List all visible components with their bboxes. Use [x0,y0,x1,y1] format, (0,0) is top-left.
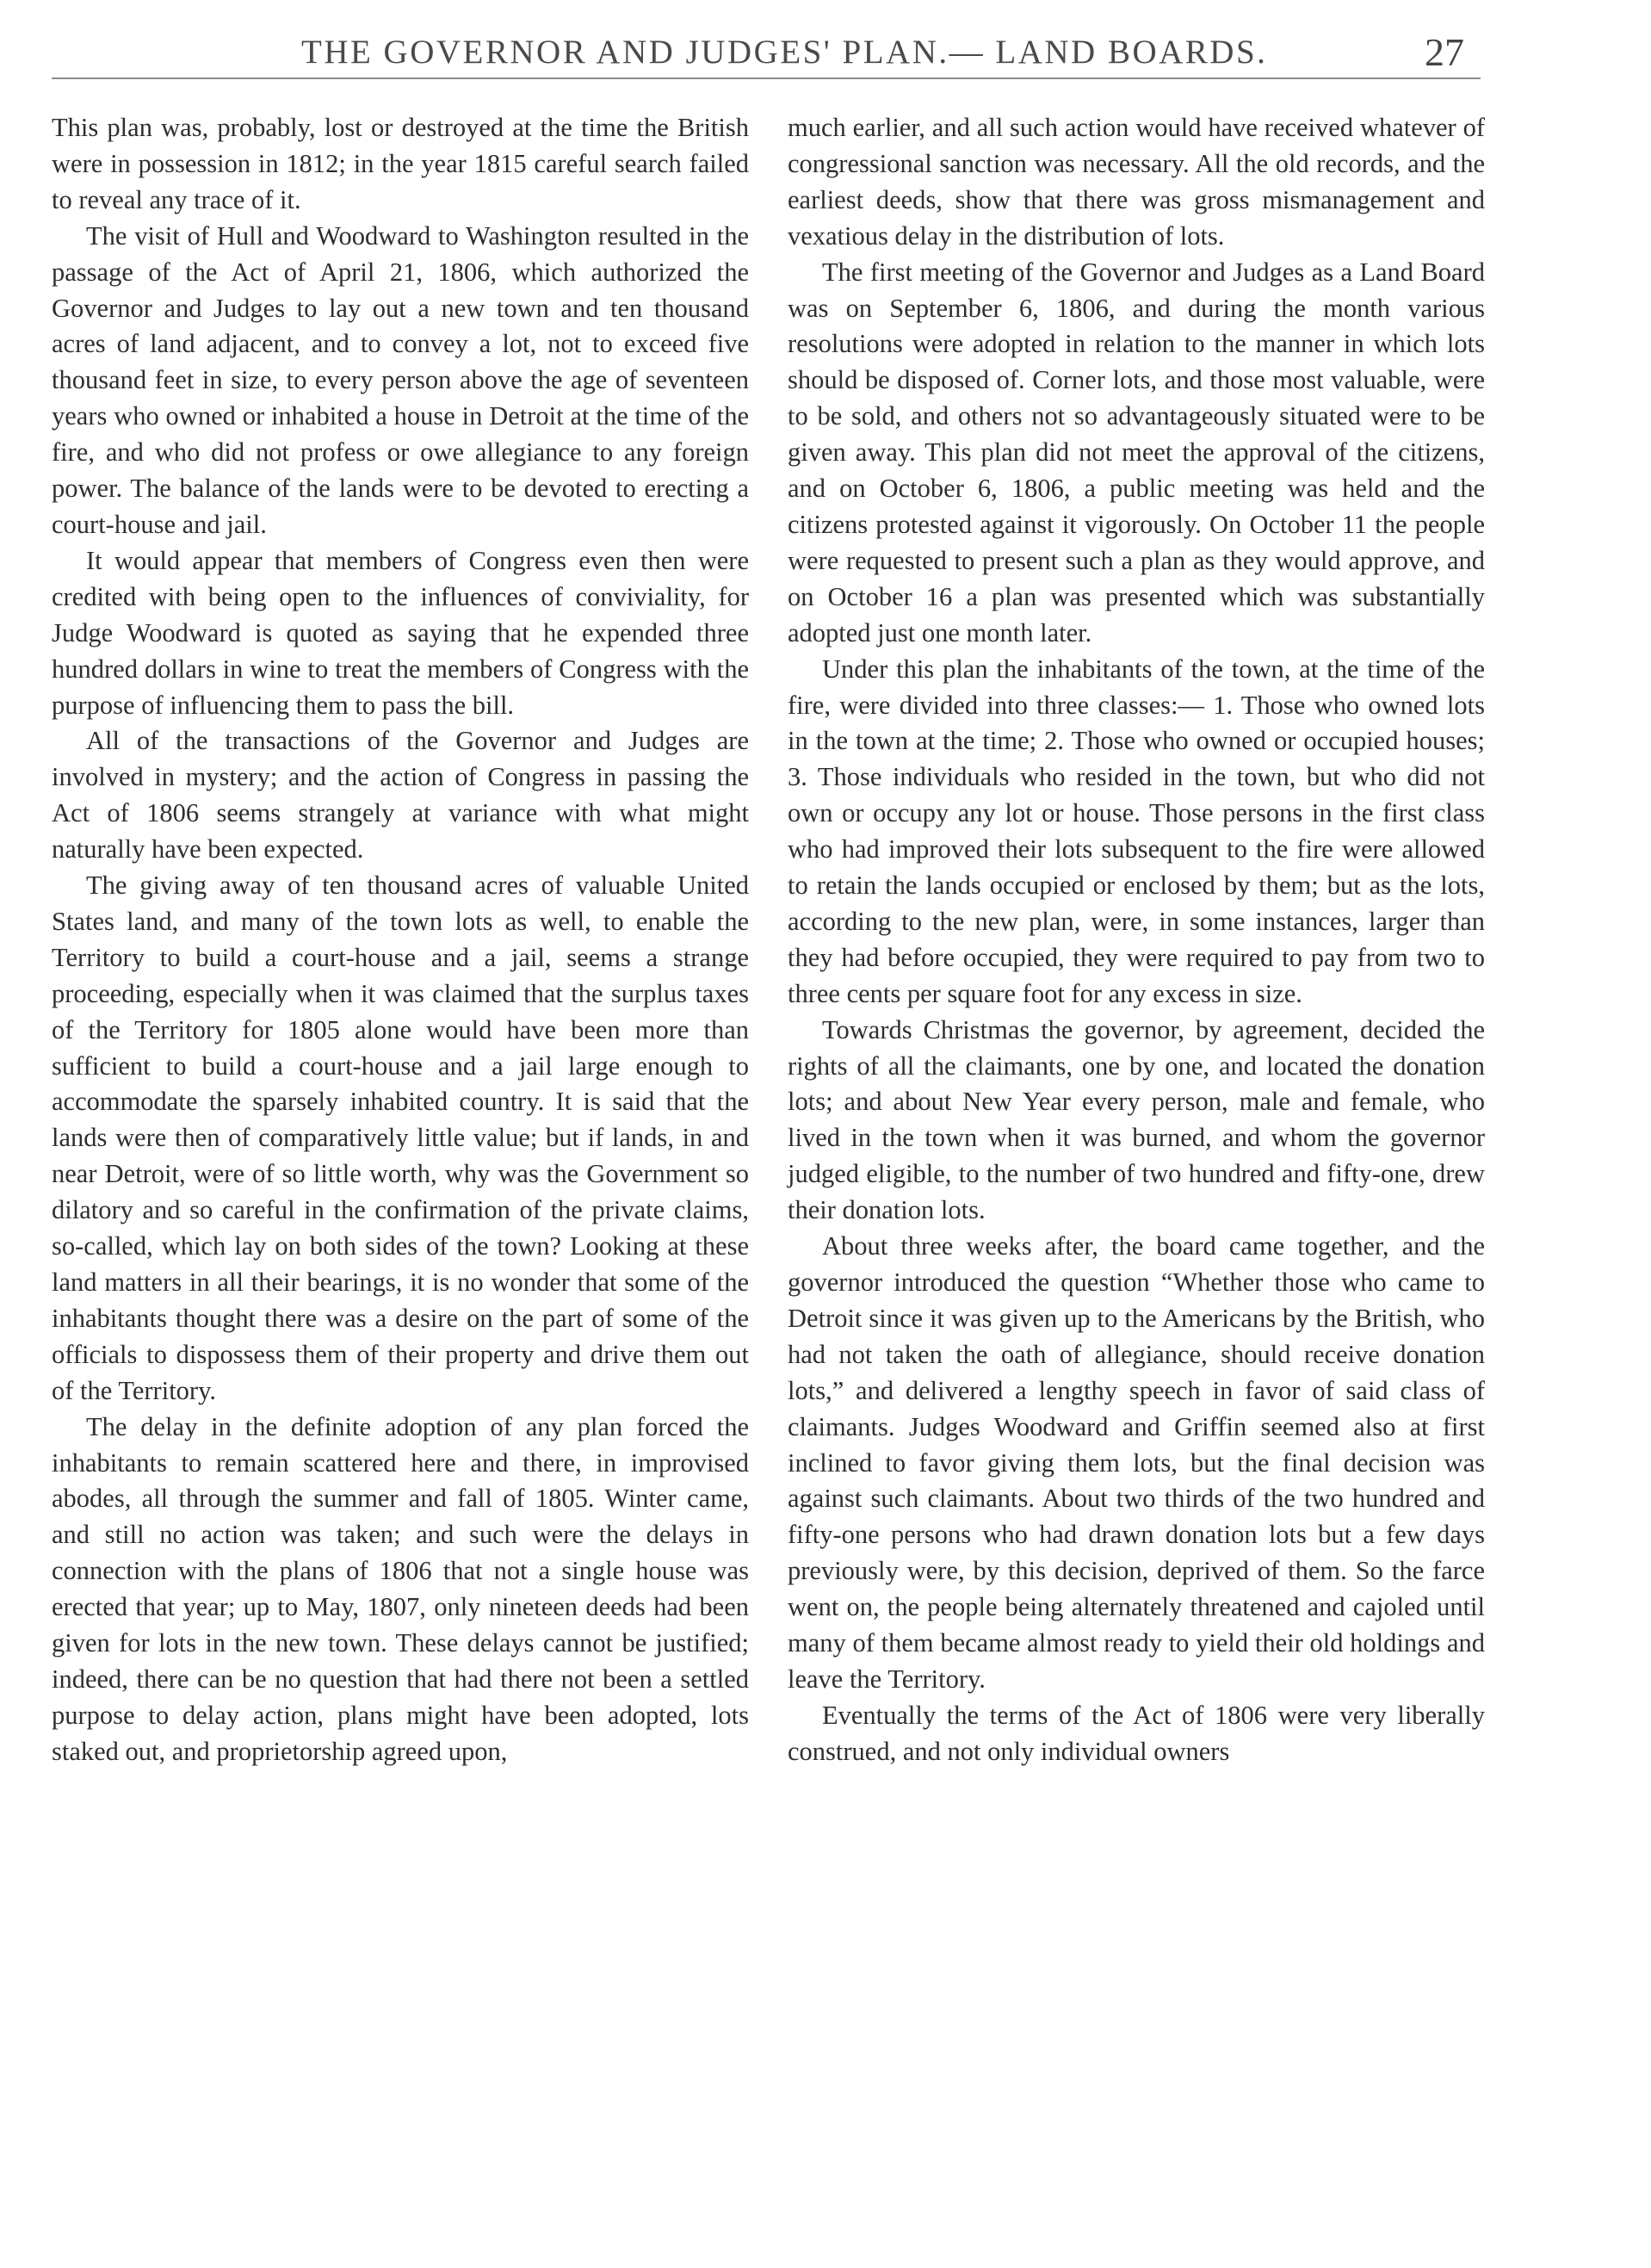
paragraph: It would appear that members of Congress even then were credited with being open to the influences of conviviality, for Judge Woodward is quoted as saying that he expended three hundred dollars in wine to treat the members of Congress with the purpose of influencing them to pass the bill. [52,545,749,720]
paragraph: Under this plan the inhabitants of the town, at the time of the fire, were divided into three classes:— 1. Those who owned lots in the town at the time; 2. Those who owned or occupied houses; 3. Those individuals who resided in the town, but who did not own or occupy any lot or house. Those persons in the first class who had improved their lots subsequent to the fire were allowed to retain the lands occupied or enclosed by them; but as the lots, according to the new plan, were, in some instances, larger than they had before occupied, they were required to pay from two to three cents per square foot for any excess in size. [788,654,1485,1008]
paragraph: The giving away of ten thousand acres of valuable United States land, and many of the town lots as well, to enable the Territory to build a court-house and a jail, seems a strange proceeding, especially when it was claimed that the surplus taxes of the Territory for 1805 alone would have been more than sufficient to build a court-house and a jail large enough to accommodate the sparsely inhabited country. It is said that the lands were then of comparatively little value; but if lands, in and near Detroit, were of so little worth, why was the Government so dilatory and so careful in the confirmation of the private claims, so-called, which lay on both sides of the town? Looking at these land matters in all their bearings, it is no wonder that some of the inhabitants thought there was a desire on the part of some of the officials to dispossess them of their property and drive them out of the Territory. [52,871,749,1405]
page-header [52,24,1481,76]
paragraph: All of the transactions of the Governor and Judges are involved in mystery; and the action of Congress in passing the Act of 1806 seems strangely at variance with what might naturally have been expected. [52,726,749,864]
left-column [52,110,749,2246]
paragraph: The visit of Hull and Woodward to Washington resulted in the passage of the Act of April 21, 1806, which authorized the Governor and Judges to lay out a new town and ten thousand acres of land adjacent, and to convey a lot, not to exceed five thousand feet in size, to every person above the age of seventeen years who owned or inhabited a house in Detroit at the time of the fire, and who did not profess or owe allegiance to any foreign power. The balance of the lands were to be devoted to erecting a court-house and jail. [52,220,749,539]
paragraph: About three weeks after, the board came together, and the governor introduced the question “Whether those who came to Detroit since it was given up to the Americans by the British, who had not taken the oath of allegiance, should receive donation lots,” and delivered a lengthy speech in favor of said class of claimants. Judges Woodward and Griffin seemed also at first inclined to favor giving them lots, but the final decision was against such claimants. About two thirds of the two hundred and fifty-one persons who had drawn donation lots but a few days previously were, by this decision, deprived of them. So the farce went on, the people being alternately threatened and cajoled until many of them became almost ready to yield their old holdings and leave the Territory. [788,1231,1485,1694]
paragraph: The delay in the definite adoption of any plan forced the inhabitants to remain scattered here and there, in improvised abodes, all through the summer and fall of 1805. Winter came, and still no action was taken; and such were the delays in connection with the plans of 1806 that not a single house was erected that year; up to May, 1807, only nineteen deeds had been given for lots in the new town. These delays cannot be justified; indeed, there can be no question that had there not been a settled purpose to delay action, plans might have been adopted, lots staked out, and proprietorship agreed upon, [52,1411,749,1766]
header-rule [52,77,1481,79]
body-text [52,110,1498,2246]
paragraph: Eventually the terms of the Act of 1806 were very liberally construed, and not only individual owners [788,1700,1485,1766]
paragraph: The first meeting of the Governor and Judges as a Land Board was on September 6, 1806, and during the month various resolutions were adopted in relation to the manner in which lots should be disposed of. Corner lots, and those most valuable, were to be sold, and others not so advantageously situated were to be given away. This plan did not meet the approval of the citizens, and on October 6, 1806, a public meeting was held and the citizens protested against it vigorously. On October 11 the people were requested to present such a plan as they would approve, and on October 16 a plan was presented which was substantially adopted just one month later. [788,257,1485,648]
page-number: 27 [1425,30,1464,74]
paragraph: much earlier, and all such action would have received whatever of congressional sanction was necessary. All the old records, and the earliest deeds, show that there was gross mismanagement and vexatious delay in the distribution of lots. [788,113,1485,251]
running-head: THE GOVERNOR AND JUDGES' PLAN.— LAND BOARDS. [301,34,1268,71]
right-column [788,110,1485,2246]
paragraph: Towards Christmas the governor, by agreement, decided the rights of all the claimants, one by one, and located the donation lots; and about New Year every person, male and female, who lived in the town when it was burned, and whom the governor judged eligible, to the number of two hundred and fifty-one, drew their donation lots. [788,1014,1485,1225]
paragraph: This plan was, probably, lost or destroyed at the time the British were in possession in 1812; in the year 1815 careful search failed to reveal any trace of it. [52,113,749,214]
